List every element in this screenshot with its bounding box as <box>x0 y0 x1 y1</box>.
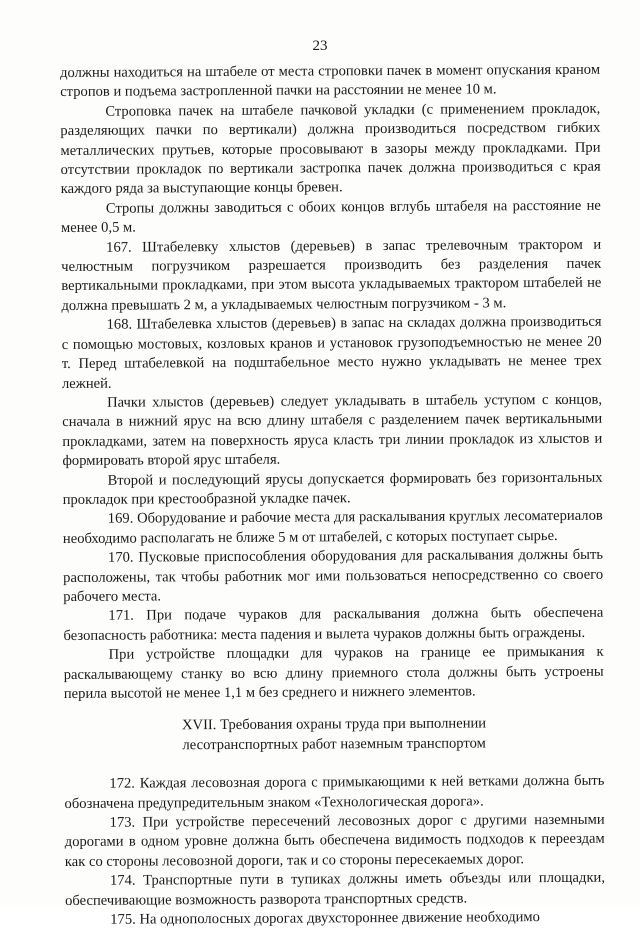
page-number: 23 <box>312 38 328 54</box>
paragraph: Стропы должны заводиться с обоих концов вглубь штабеля на расстояние не менее 0,5 м. <box>60 197 601 237</box>
paragraph-175: 175. На однополосных дорогах двухстороннее движение необходимо <box>110 909 541 928</box>
paragraph: должны находиться на штабеле от места строповки пачек в момент опускания краном стропов и подъема застропленной пачки на расстоянии не менее 10 м. <box>60 61 601 101</box>
section-title-line: XVII. Требования охраны труда при выполнении <box>181 715 487 734</box>
paragraph-171: 171. При подаче чураков для раскалывания должна быть обеспечена безопасность работника: места падения и вылета чураков должны быть ограждены. <box>63 605 604 644</box>
paragraph-169: 169. Оборудование и рабочие места для раскалывания круглых лесоматериалов необходимо располагать не ближе 5 м от штабелей, с которых поступает сырье. <box>62 508 603 547</box>
paragraph-167: 167. Штабелевку хлыстов (деревьев) в запас трелевочным трактором и челюстным погрузчиком разрешается производить без разделения пачек вертикальными прокладками, при этом высота укладываемых трактором штабелей не должна превышать 2 м, а укладываемых челюстным погрузчиком - 3 м. <box>61 236 602 314</box>
section-title <box>64 714 604 756</box>
paragraph-173: 173. При устройстве пересечений лесовозных дорог с другими наземными дорогами в одном уровне должна быть обеспечена видимость подходов к переездам как со стороны лесовозной дороги, так и со стороны пересекаемых дорог. <box>64 811 605 870</box>
paragraph: Строповка пачек на штабеле пачковой укладки (с применением прокладок, разделяющих пачки по вертикали) должна производиться посредством гибких металлических прутьев, которые просовывают в зазоры между прокладками. При отсутствии прокладок по вертикали застропка пачек должна производиться с края каждого ряда за выступающие концы бревен. <box>60 100 601 198</box>
paragraph-170: 170. Пусковые приспособления оборудования для раскалывания должны быть расположены, так чтобы работник мог ими пользоваться непосредственно со своего рабочего места. <box>63 546 604 605</box>
paragraph-168: 168. Штабелевка хлыстов (деревьев) в запас на складах должна производиться с помощью мостовых, козловых кранов и установок грузоподъемностью не менее 20 т. Перед штабелевкой на подштабельное место нужно укладывать не менее трех лежней. <box>61 313 602 392</box>
document-body <box>60 61 605 930</box>
paragraph-174: 174. Транспортные пути в тупиках должны иметь объезды или площадки, обеспечивающие возможность разворота транспортных средств. <box>65 869 606 909</box>
section-title-line: лесотранспортных работ наземным транспортом <box>182 735 486 754</box>
paragraph: При устройстве площадки для чураков на границе ее примыкания к раскалывающему станку во всю длину приемного стола должны быть устроены перила высотой не менее 1,1 м без среднего и нижнего элементов. <box>63 643 604 702</box>
paragraph-172: 172. Каждая лесовозная дорога с примыкающими к ней ветками должна быть обозначена предупредительным знаком «Технологическая дорога». <box>64 772 605 812</box>
paragraph: Пачки хлыстов (деревьев) следует укладывать в штабель уступом с концов, сначала в нижний ярус на всю длину штабеля с разделением пачек вертикальными прокладками, затем на поверхность яруса класть три линии прокладок из хлыстов и формировать второй ярус штабеля. <box>62 391 603 470</box>
paragraph: Второй и последующий ярусы допускается формировать без горизонтальных прокладок при крестообразной укладке пачек. <box>62 469 603 508</box>
